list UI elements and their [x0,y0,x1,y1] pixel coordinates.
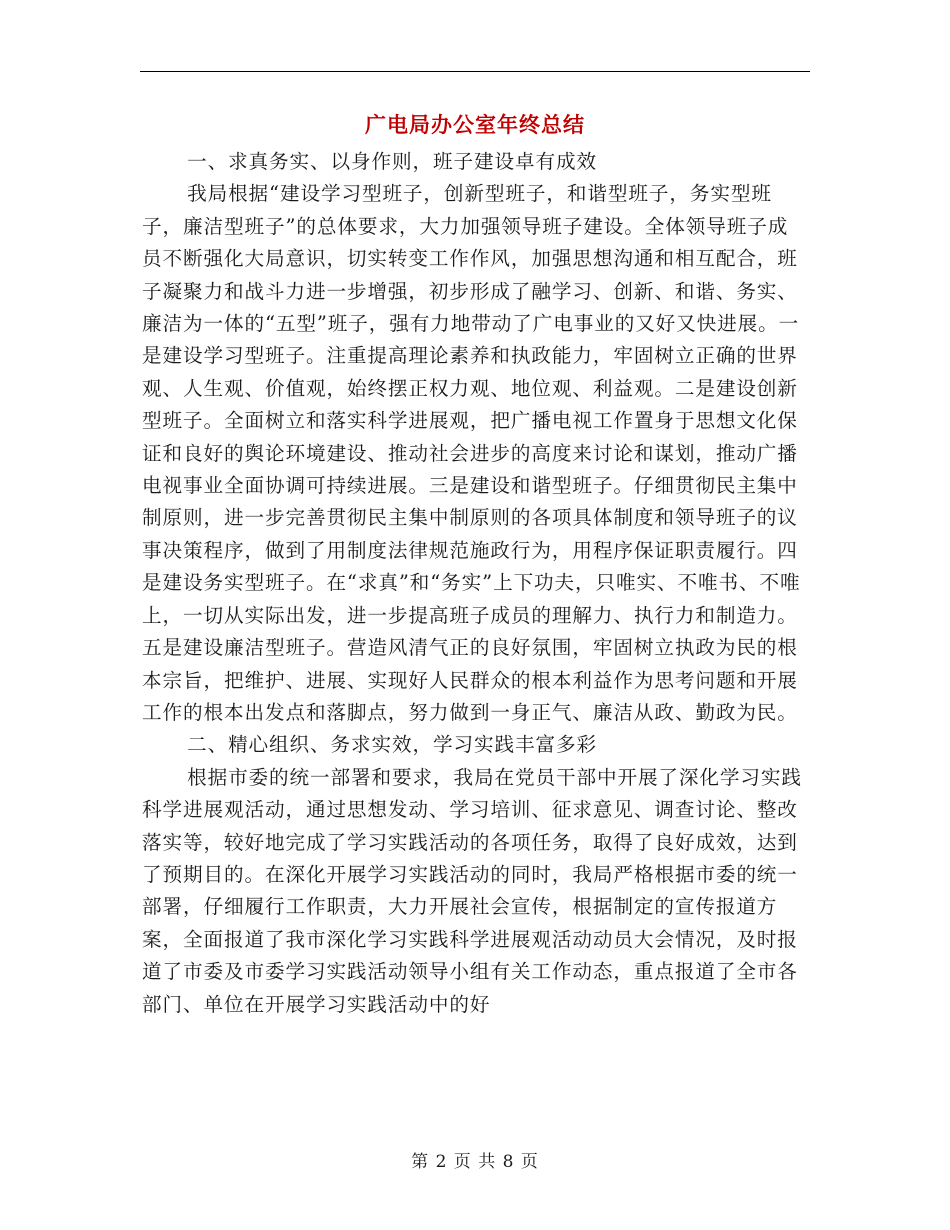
header-rule [140,71,810,72]
document-body [142,146,802,1021]
paragraph-1: 我局根据“建设学习型班子，创新型班子，和谐型班子，务实型班子，廉洁型班子”的总体要求，大力加强领导班子建设。全体领导班子成员不断强化大局意识，切实转变工作作风，加强思想沟通和相互配合，班子凝聚力和战斗力进一步增强，初步形成了融学习、创新、和谐、务实、廉洁为一体的“五型”班子，强有力地带动了广电事业的又好又快进展。一是建设学习型班子。注重提高理论素养和执政能力，牢固树立正确的世界观、人生观、价值观，始终摆正权力观、地位观、利益观。二是建设创新型班子。全面树立和落实科学进展观，把广播电视工作置身于思想文化保证和良好的舆论环境建设、推动社会进步的高度来讨论和谋划，推动广播电视事业全面协调可持续进展。三是建设和谐型班子。仔细贯彻民主集中制原则，进一步完善贯彻民主集中制原则的各项具体制度和领导班子的议事决策程序，做到了用制度法律规范施政行为，用程序保证职责履行。四是建设务实型班子。在“求真”和“务实”上下功夫，只唯实、不唯书、不唯上，一切从实际出发，进一步提高班子成员的理解力、执行力和制造力。五是建设廉洁型班子。营造风清气正的良好氛围，牢固树立执政为民的根本宗旨，把维护、进展、实现好人民群众的根本利益作为思考问题和开展工作的根本出发点和落脚点，努力做到一身正气、廉洁从政、勤政为民。 [142,182,801,724]
section-heading-2: 二、精心组织、务求实效，学习实践丰富多彩 [187,733,597,757]
page-number-footer: 第 2 页 共 8 页 [411,1152,539,1172]
document-title: 广电局办公室年终总结 [365,113,585,137]
paragraph-2: 根据市委的统一部署和要求，我局在党员干部中开展了深化学习实践科学进展观活动，通过思想发动、学习培训、征求意见、调查讨论、整改落实等，较好地完成了学习实践活动的各项任务，取得了良好成效，达到了预期目的。在深化开展学习实践活动的同时，我局严格根据市委的统一部署，仔细履行工作职责，大力开展社会宣传，根据制定的宣传报道方案，全面报道了我市深化学习实践科学进展观活动动员大会情况，及时报道了市委及市委学习实践活动领导小组有关工作动态，重点报道了全市各部门、单位在开展学习实践活动中的好 [142,765,802,1016]
section-heading-1: 一、求真务实、以身作则，班子建设卓有成效 [187,150,597,173]
